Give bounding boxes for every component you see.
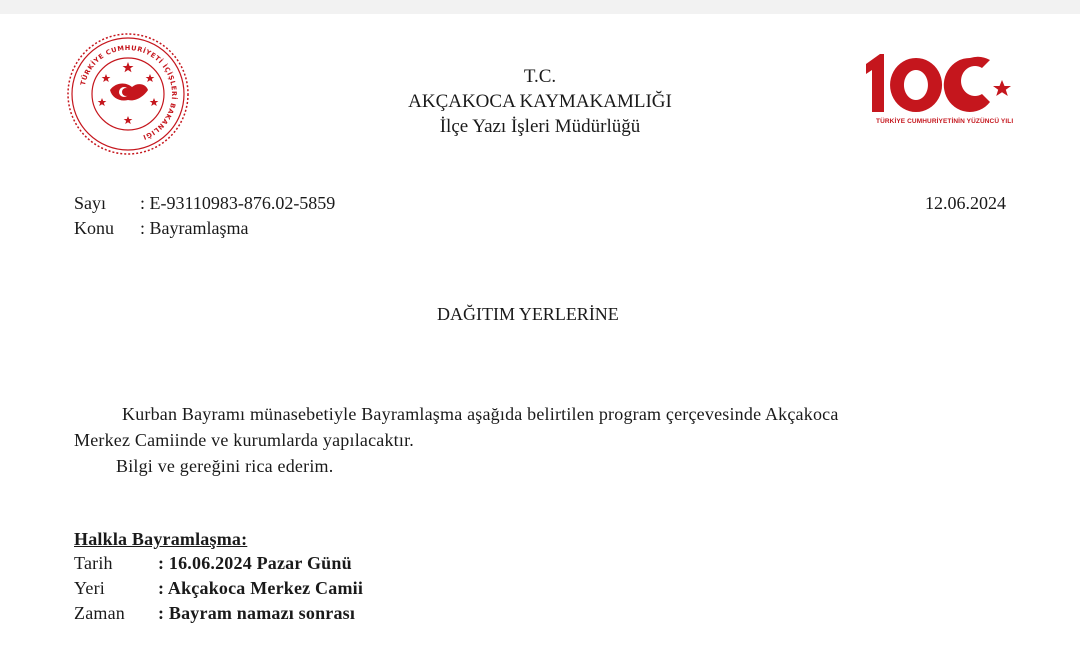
section-title: Halkla Bayramlaşma: [74, 529, 248, 549]
zaman-value: : Bayram namazı sonrası [158, 603, 356, 623]
centennial-caption: TÜRKİYE CUMHURİYETİNİN YÜZÜNCÜ YILI [876, 118, 1014, 125]
centennial-100-icon [862, 50, 1014, 120]
body-paragraph-request: Bilgi ve gereğini rica ederim. [116, 456, 334, 476]
tarih-value: : 16.06.2024 Pazar Günü [158, 553, 352, 573]
yeri-value: : Akçakoca Merkez Camii [158, 578, 364, 598]
body-paragraph-line1: Kurban Bayramı münasebetiyle Bayramlaşma aşağıda belirtilen program çerçevesinde Akçakoca [122, 404, 839, 424]
svg-text:TÜRKİYE CUMHURİYETİ İÇİŞLERİ B: TÜRKİYE CUMHURİYETİ İÇİŞLERİ BAKANLIĞI [78, 43, 179, 142]
sayi-label: Sayı [74, 193, 107, 213]
header-mudurluk: İlçe Yazı İşleri Müdürlüğü [439, 116, 641, 137]
body-paragraph-line2: Merkez Camiinde ve kurumlarda yapılacaktır. [74, 430, 414, 450]
konu-value: : Bayramlaşma [140, 218, 249, 238]
header-kaymakamlik: AKÇAKOCA KAYMAKAMLIĞI [408, 91, 672, 112]
interior-ministry-seal-icon [66, 32, 190, 156]
recipient-heading: DAĞITIM YERLERİNE [437, 304, 619, 324]
tarih-label: Tarih [74, 553, 113, 573]
header-tc: T.C. [523, 66, 557, 87]
document-page [0, 14, 1080, 672]
document-date: 12.06.2024 [925, 193, 1006, 213]
yeri-label: Yeri [74, 578, 105, 598]
konu-label: Konu [74, 218, 114, 238]
zaman-label: Zaman [74, 603, 125, 623]
sayi-value: : E-93110983-876.02-5859 [140, 193, 336, 213]
centennial-logo [862, 50, 1014, 142]
